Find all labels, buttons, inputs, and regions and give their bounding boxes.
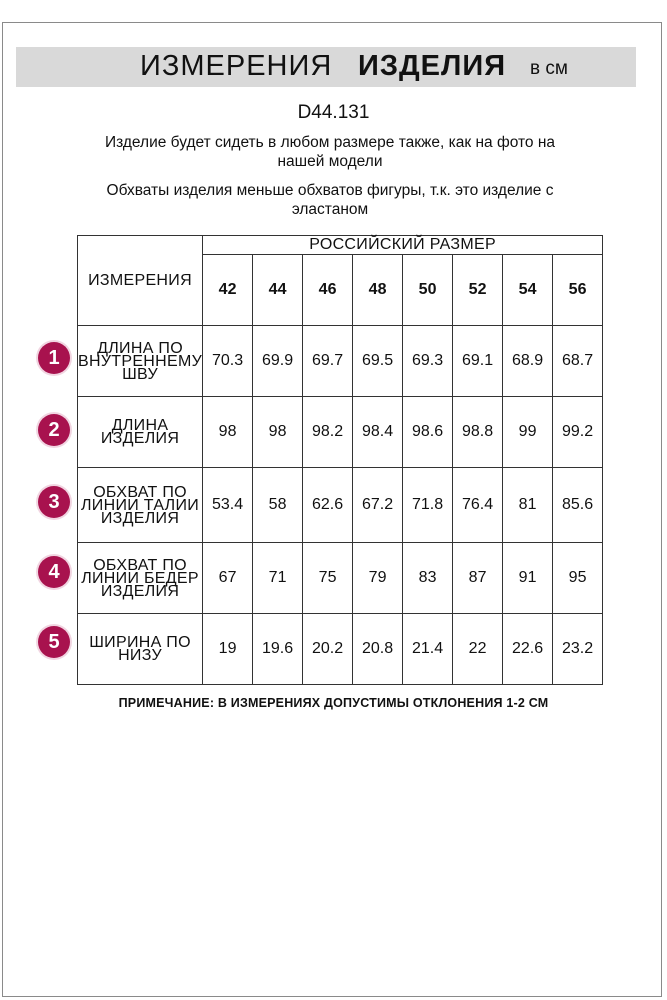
value-cell: 69.7 <box>303 326 353 397</box>
value-cell: 69.9 <box>253 326 303 397</box>
size-cell: 42 <box>203 255 253 326</box>
row-number-badge: 2 <box>38 414 70 446</box>
value-cell: 19.6 <box>253 614 303 685</box>
row-label: ОБХВАТ ПО ЛИНИИ ТАЛИИ ИЗДЕЛИЯ <box>78 468 203 543</box>
value-cell: 69.1 <box>453 326 503 397</box>
value-cell: 70.3 <box>203 326 253 397</box>
row-label: ДЛИНА ИЗДЕЛИЯ <box>78 397 203 468</box>
value-cell: 53.4 <box>203 468 253 543</box>
value-cell: 58 <box>253 468 303 543</box>
tolerance-footnote: ПРИМЕЧАНИЕ: В ИЗМЕРЕНИЯХ ДОПУСТИМЫ ОТКЛОНЕНИЯ 1-2 СМ <box>118 696 549 710</box>
value-cell: 95 <box>553 543 603 614</box>
value-cell: 99 <box>503 397 553 468</box>
value-cell: 22 <box>453 614 503 685</box>
value-cell: 98 <box>203 397 253 468</box>
value-cell: 75 <box>303 543 353 614</box>
header-word-product: ИЗДЕЛИЯ <box>358 50 507 82</box>
value-cell: 22.6 <box>503 614 553 685</box>
size-group-label: РОССИЙСКИЙ РАЗМЕР <box>203 236 603 255</box>
value-cell: 71 <box>253 543 303 614</box>
value-cell: 76.4 <box>453 468 503 543</box>
value-cell: 21.4 <box>403 614 453 685</box>
size-cell: 48 <box>353 255 403 326</box>
fit-note: Изделие будет сидеть в любом размере также, как на фото на нашей модели <box>104 134 556 170</box>
value-cell: 67 <box>203 543 253 614</box>
value-cell: 98.8 <box>453 397 503 468</box>
table-header-row <box>78 236 603 255</box>
value-cell: 81 <box>503 468 553 543</box>
value-cell: 23.2 <box>553 614 603 685</box>
value-cell: 62.6 <box>303 468 353 543</box>
size-cell: 50 <box>403 255 453 326</box>
value-cell: 83 <box>403 543 453 614</box>
table-row <box>78 543 603 614</box>
table-row <box>78 326 603 397</box>
row-number-badge: 1 <box>38 342 70 374</box>
header-unit: в см <box>530 58 568 79</box>
value-cell: 98.2 <box>303 397 353 468</box>
table-row <box>78 397 603 468</box>
product-code: D44.131 <box>297 102 370 123</box>
value-cell: 98.6 <box>403 397 453 468</box>
size-cell: 44 <box>253 255 303 326</box>
value-cell: 91 <box>503 543 553 614</box>
corner-label: ИЗМЕРЕНИЯ <box>78 236 203 326</box>
size-cell: 54 <box>503 255 553 326</box>
value-cell: 99.2 <box>553 397 603 468</box>
value-cell: 79 <box>353 543 403 614</box>
value-cell: 20.8 <box>353 614 403 685</box>
value-cell: 69.5 <box>353 326 403 397</box>
size-cell: 56 <box>553 255 603 326</box>
value-cell: 67.2 <box>353 468 403 543</box>
size-cell: 46 <box>303 255 353 326</box>
table-row <box>78 468 603 543</box>
row-label: ОБХВАТ ПО ЛИНИИ БЕДЕР ИЗДЕЛИЯ <box>78 543 203 614</box>
row-number-badge: 4 <box>38 556 70 588</box>
value-cell: 98.4 <box>353 397 403 468</box>
row-label: ДЛИНА ПО ВНУТРЕННЕМУ ШВУ <box>78 326 203 397</box>
elastane-note: Обхваты изделия меньше обхватов фигуры, т.к. это изделие с эластаном <box>106 182 554 218</box>
value-cell: 19 <box>203 614 253 685</box>
value-cell: 20.2 <box>303 614 353 685</box>
size-cell: 52 <box>453 255 503 326</box>
value-cell: 68.7 <box>553 326 603 397</box>
value-cell: 68.9 <box>503 326 553 397</box>
header-word-measurements: ИЗМЕРЕНИЯ <box>140 50 333 82</box>
value-cell: 69.3 <box>403 326 453 397</box>
value-cell: 85.6 <box>553 468 603 543</box>
row-number-badge: 5 <box>38 626 70 658</box>
table-row <box>78 614 603 685</box>
value-cell: 98 <box>253 397 303 468</box>
value-cell: 71.8 <box>403 468 453 543</box>
row-label: ШИРИНА ПО НИЗУ <box>78 614 203 685</box>
row-number-badge: 3 <box>38 486 70 518</box>
measurements-table <box>77 235 603 685</box>
value-cell: 87 <box>453 543 503 614</box>
